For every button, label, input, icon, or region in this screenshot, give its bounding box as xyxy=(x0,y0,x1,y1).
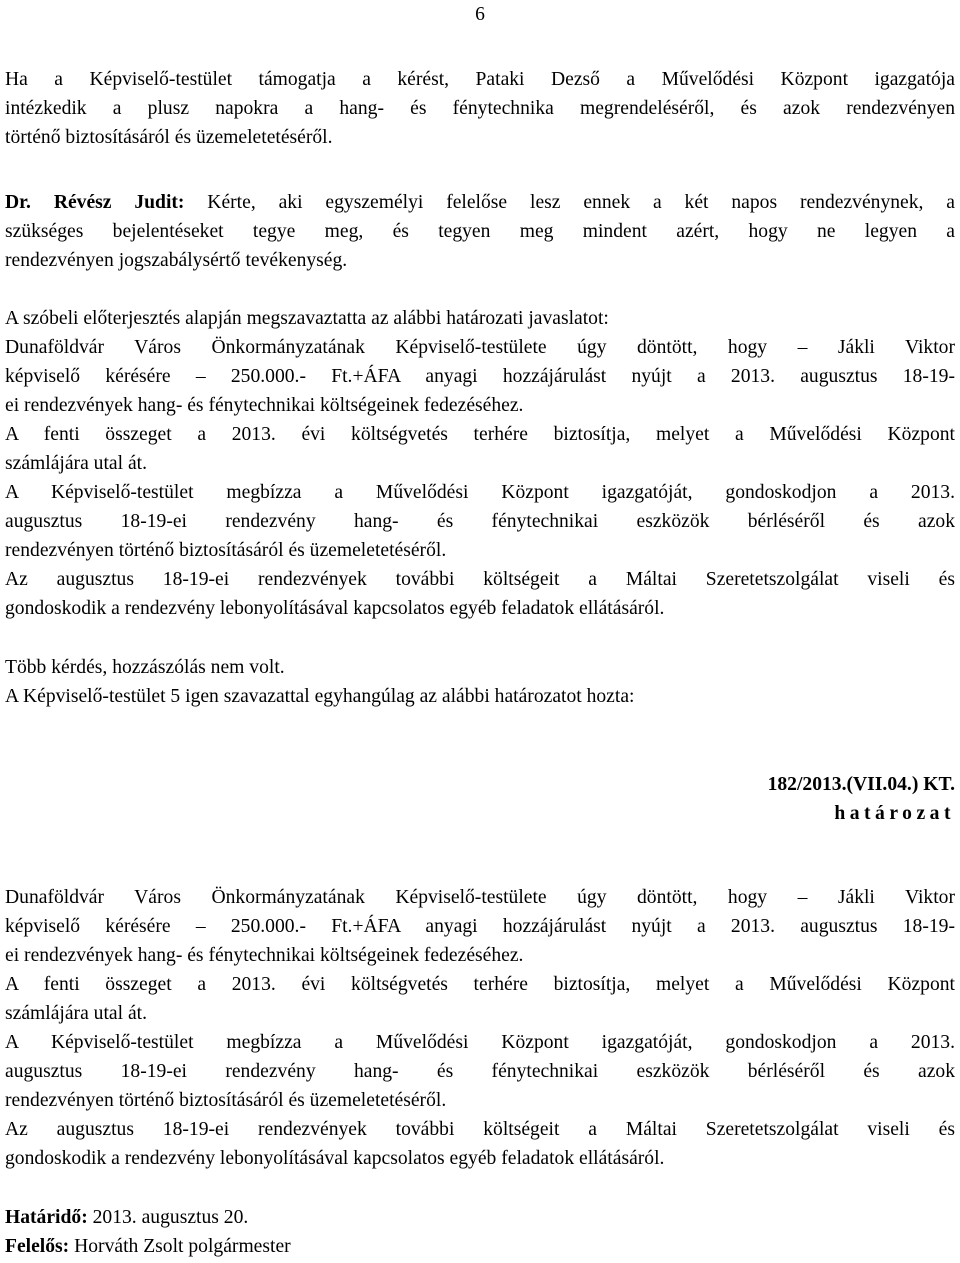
paragraph-line: szükséges bejelentéseket tegye meg, és tegyen meg mindent azért, hogy ne legyen a xyxy=(5,221,955,242)
proposal-line: gondoskodik a rendezvény lebonyolításával kapcsolatos egyéb feladatok ellátásáról. xyxy=(5,598,665,619)
proposal-line: A Képviselő-testület megbízza a Művelődési Központ igazgatóját, gondoskodjon a 2013. xyxy=(5,482,955,503)
proposal-line: képviselő kérésére – 250.000.- Ft.+ÁFA anyagi hozzájárulást nyújt a 2013. augusztus 18-19- xyxy=(5,366,955,387)
speaker-line xyxy=(5,190,955,216)
resolution-number: 182/2013.(VII.04.) KT. xyxy=(767,774,955,795)
resolution-line: számlájára utal át. xyxy=(5,1003,147,1024)
responsible-line xyxy=(5,1234,955,1260)
proposal-line: augusztus 18-19-ei rendezvény hang- és fénytechnikai eszközök bérléséről és azok xyxy=(5,511,955,532)
resolution-line: Dunaföldvár Város Önkormányzatának Képviselő-testülete úgy döntött, hogy – Jákli Viktor xyxy=(5,887,955,908)
resolution-line: képviselő kérésére – 250.000.- Ft.+ÁFA anyagi hozzájárulást nyújt a 2013. augusztus 18-19- xyxy=(5,916,955,937)
resolution-line: gondoskodik a rendezvény lebonyolításával kapcsolatos egyéb feladatok ellátásáról. xyxy=(5,1148,665,1169)
deadline-label: Határidő: xyxy=(5,1207,88,1228)
vote-line: Több kérdés, hozzászólás nem volt. xyxy=(5,657,285,678)
paragraph-line: rendezvényen jogszabálysértő tevékenység. xyxy=(5,250,348,271)
vote-line: A Képviselő-testület 5 igen szavazattal egyhangúlag az alábbi határozatot hozta: xyxy=(5,686,635,707)
resolution-line: augusztus 18-19-ei rendezvény hang- és fénytechnikai eszközök bérléséről és azok xyxy=(5,1061,955,1082)
resolution-line: A Képviselő-testület megbízza a Művelődési Központ igazgatóját, gondoskodjon a 2013. xyxy=(5,1032,955,1053)
resolution-line: ei rendezvények hang- és fénytechnikai költségeinek fedezéséhez. xyxy=(5,945,524,966)
paragraph-line: Ha a Képviselő-testület támogatja a kérést, Pataki Dezső a Művelődési Központ igazgatója xyxy=(5,69,955,90)
resolution-heading: határozat xyxy=(834,803,955,824)
responsible-label: Felelős: xyxy=(5,1236,70,1257)
speaker-text: Kérte, aki egyszemélyi felelőse lesz ennek a két napos rendezvénynek, a xyxy=(184,192,955,213)
paragraph-line: történő biztosításáról és üzemeletetéséről. xyxy=(5,127,333,148)
resolution-line: Az augusztus 18-19-ei rendezvények további költségeit a Máltai Szeretetszolgálat viseli és xyxy=(5,1119,955,1140)
proposal-line: számlájára utal át. xyxy=(5,453,147,474)
deadline-line xyxy=(5,1205,955,1231)
page-number: 6 xyxy=(475,4,485,25)
proposal-line: Az augusztus 18-19-ei rendezvények további költségeit a Máltai Szeretetszolgálat viseli és xyxy=(5,569,955,590)
responsible-value: Horváth Zsolt polgármester xyxy=(69,1236,291,1257)
proposal-line: ei rendezvények hang- és fénytechnikai költségeinek fedezéséhez. xyxy=(5,395,524,416)
deadline-value: 2013. augusztus 20. xyxy=(87,1207,249,1228)
resolution-line: rendezvényen történő biztosításáról és üzemeletetéséről. xyxy=(5,1090,447,1111)
proposal-line: rendezvényen történő biztosításáról és üzemeletetéséről. xyxy=(5,540,447,561)
resolution-line: A fenti összeget a 2013. évi költségvetés terhére biztosítja, melyet a Művelődési Központ xyxy=(5,974,955,995)
proposal-line: A fenti összeget a 2013. évi költségvetés terhére biztosítja, melyet a Művelődési Központ xyxy=(5,424,955,445)
proposal-line: Dunaföldvár Város Önkormányzatának Képviselő-testülete úgy döntött, hogy – Jákli Viktor xyxy=(5,337,955,358)
paragraph-line: intézkedik a plusz napokra a hang- és fénytechnika megrendeléséről, és azok rendezvényen xyxy=(5,98,955,119)
proposal-intro: A szóbeli előterjesztés alapján megszavaztatta az alábbi határozati javaslatot: xyxy=(5,308,609,329)
speaker-name: Dr. Révész Judit: xyxy=(5,192,185,213)
